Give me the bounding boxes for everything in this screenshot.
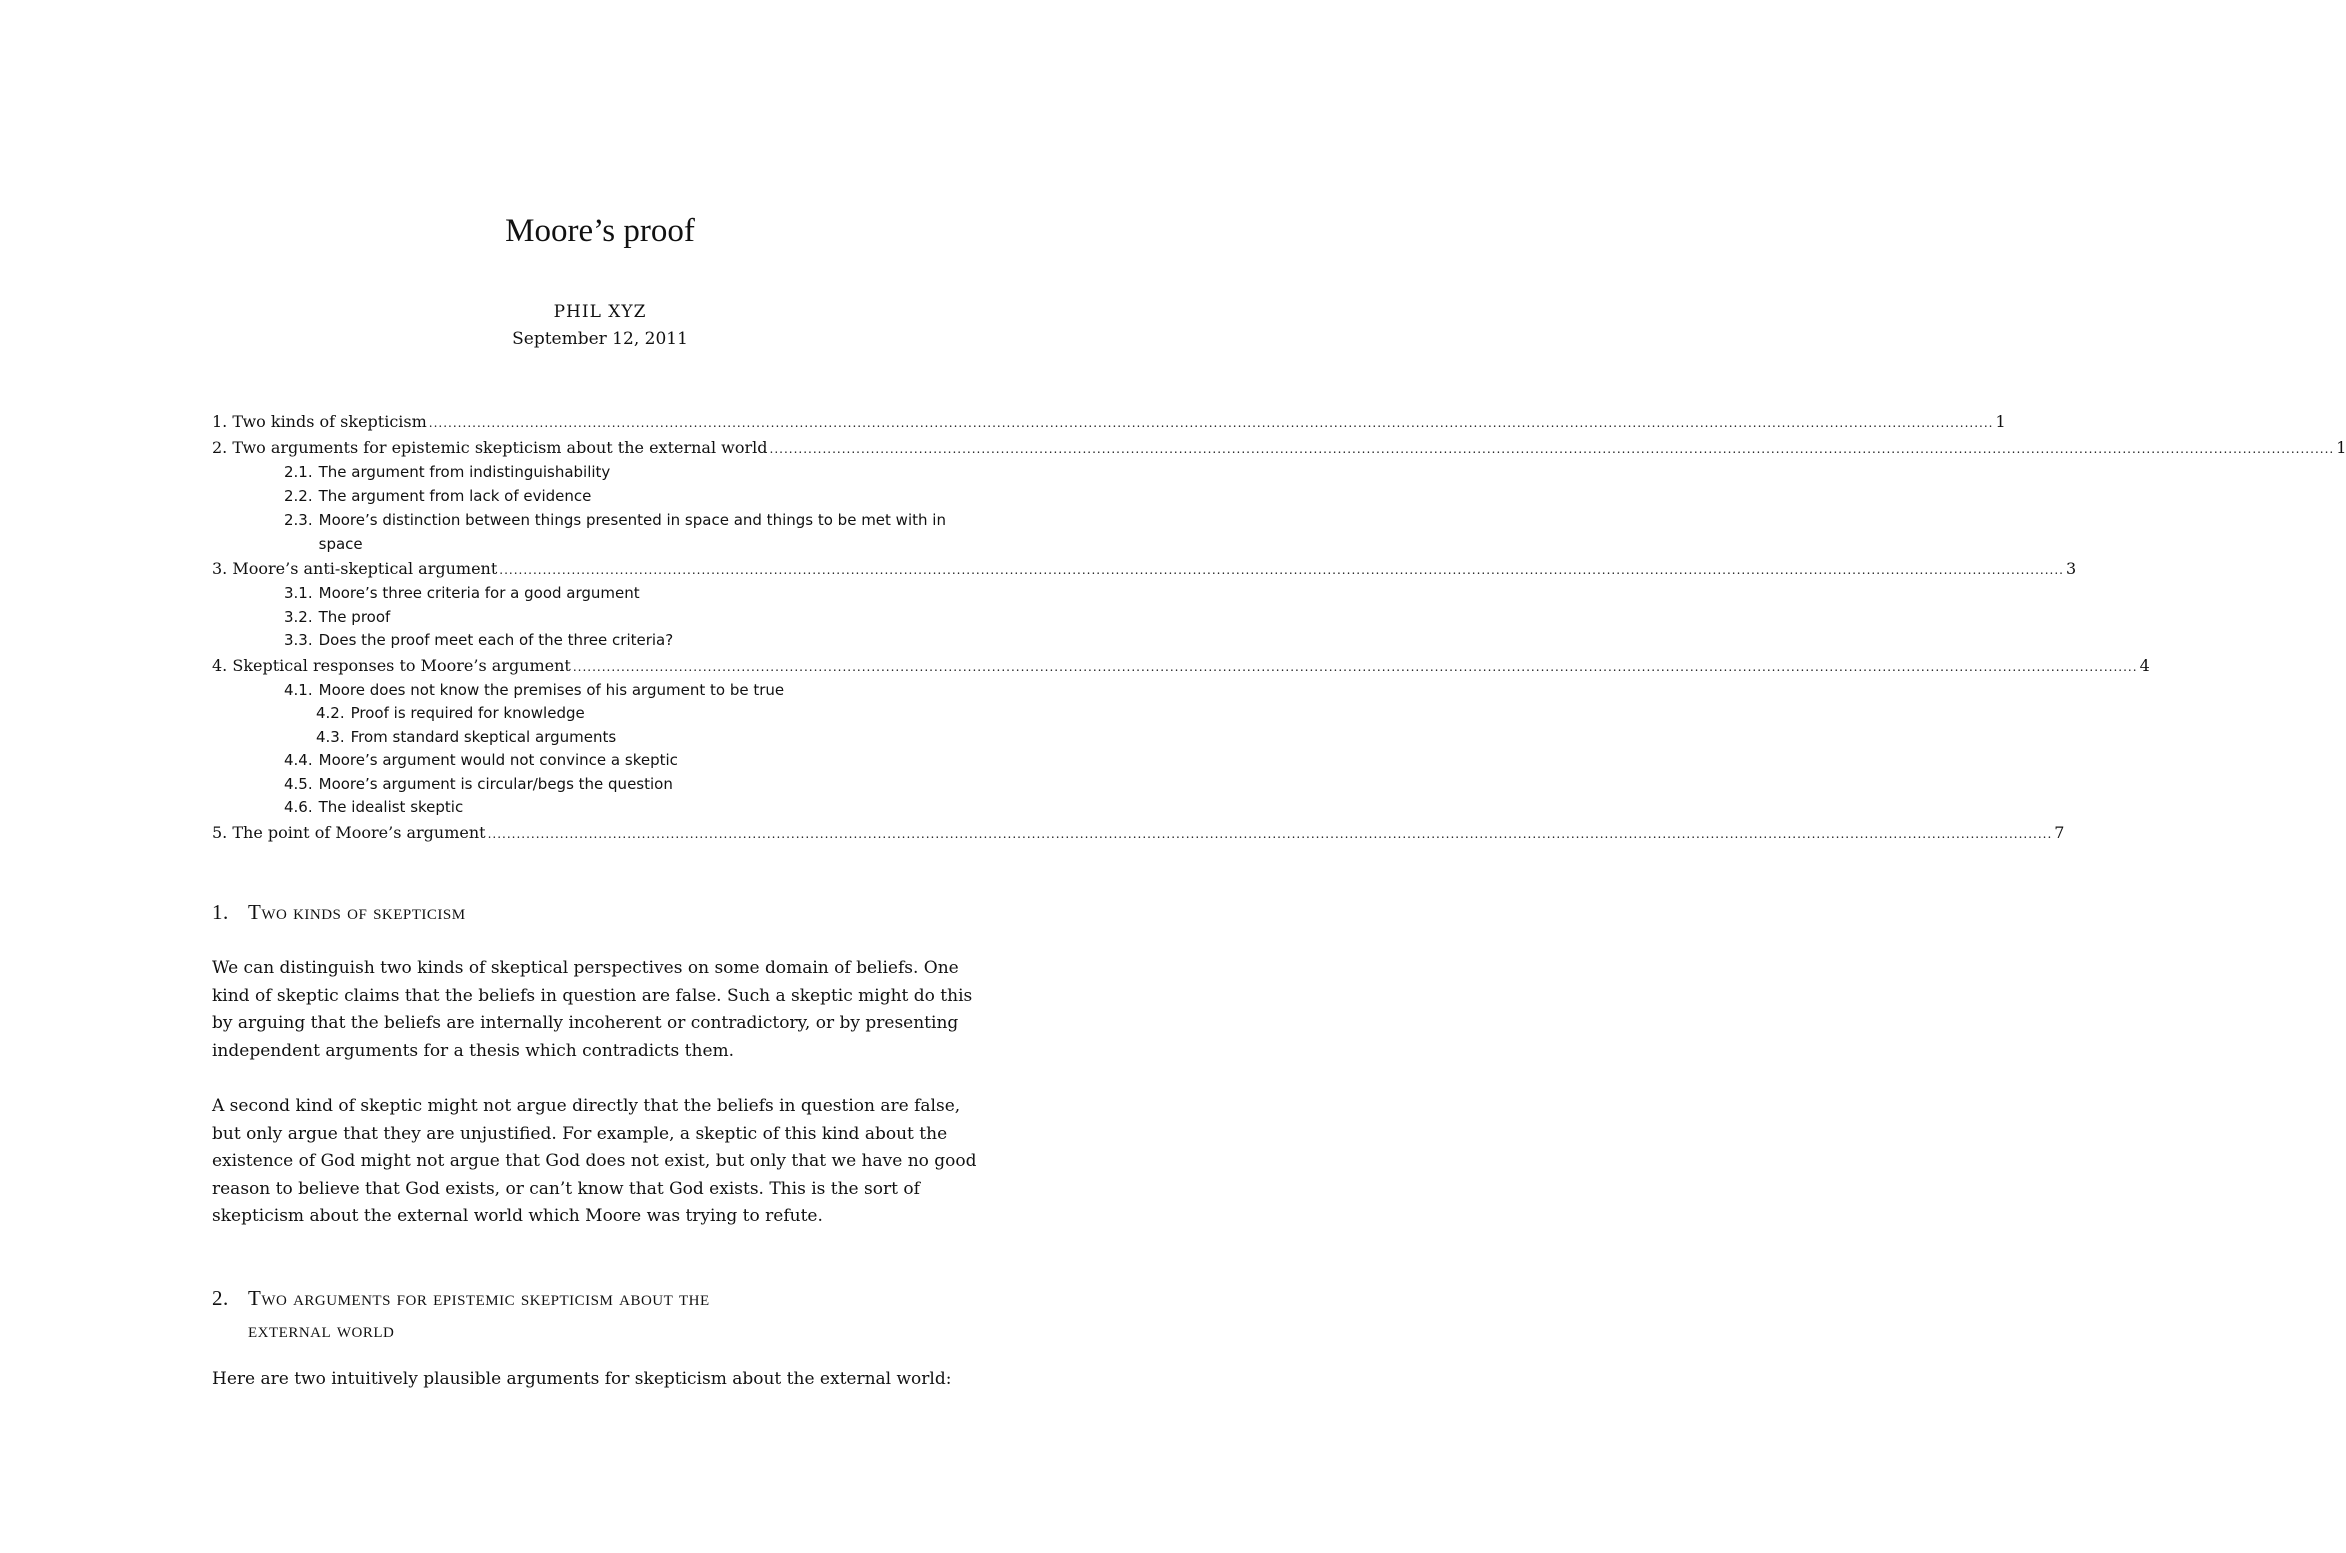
toc-subentry-2-3[interactable] [212, 508, 990, 556]
toc-sub-text: The proof [318, 607, 391, 626]
toc-sub-text: Moore’s distinction between things presented in space and things to be met with in space [318, 511, 946, 553]
table-of-contents [212, 409, 2346, 846]
toc-subentry-4-3[interactable] [212, 726, 990, 750]
section-1-paragraph-2: A second kind of skeptic might not argue directly that the beliefs in question are false, but only argue that they are unjustified. For example, a skeptic of this kind about the existence of God might not argue that God does not exist, but only that we have no good reason to believe that God exists, or can’t know that God exists. This is the sort of skepticism about the external world which Moore was trying to refute. [212, 1096, 977, 1227]
toc-entry-4[interactable] [212, 653, 2150, 679]
toc-label: 3. Moore’s anti-skeptical argument [212, 559, 498, 578]
author: PHIL XYZ [553, 302, 647, 322]
toc-subentry-2-1[interactable] [212, 461, 990, 485]
toc-page-number: 7 [2054, 822, 2065, 842]
toc-sub-text: The idealist skeptic [318, 798, 464, 816]
section-title: Two kinds of skepticism [248, 900, 466, 924]
toc-label: 5. The point of Moore’s argument [212, 822, 486, 842]
toc-sub-number: 4.2. [316, 704, 345, 722]
section-1-paragraph-1: We can distinguish two kinds of skeptical perspectives on some domain of beliefs. One kind of skeptic claims that the beliefs in question are false. Such a skeptic might do this by arguing that the beliefs are internally incoherent or contradictory, or by presenting independent arguments for a thesis which contradicts them. [212, 958, 973, 1061]
section-2-paragraph-1: Here are two intuitively plausible arguments for skepticism about the external world: [212, 1369, 952, 1389]
toc-entry-1[interactable] [212, 409, 2006, 435]
toc-sub-text: From standard skeptical arguments [350, 727, 617, 746]
toc-leader-dots: ..................................................................................................................................................................................................................................................................................................................................... [499, 563, 2064, 577]
document-title: Moore’s proof [505, 213, 695, 249]
toc-entry-5[interactable] [212, 820, 2065, 846]
toc-sub-text: The argument from lack of evidence [318, 486, 592, 505]
toc-entry-2[interactable] [212, 435, 2346, 461]
toc-leader-dots: ..................................................................................................................................................................................................................................................................................................................................... [487, 826, 2053, 841]
toc-sub-text: Moore’s three criteria for a good argument [318, 584, 640, 602]
toc-sub-number: 3.3. [284, 631, 313, 649]
toc-sub-text: The argument from indistinguishability [318, 463, 611, 481]
section-number: 2. [212, 1286, 229, 1310]
toc-sub-number: 4.1. [284, 680, 313, 699]
toc-page-number: 4 [2139, 655, 2150, 675]
toc-subentry-4-6[interactable] [212, 796, 990, 820]
toc-label: 4. Skeptical responses to Moore’s argument [212, 655, 571, 675]
toc-subentry-2-2[interactable] [212, 485, 990, 509]
toc-label: 1. Two kinds of skepticism [212, 412, 427, 431]
toc-label: 2. Two arguments for epistemic skepticism about the external world [212, 438, 768, 457]
toc-sub-text: Moore’s argument is circular/begs the question [318, 774, 673, 793]
toc-subentry-4-2[interactable] [212, 702, 990, 726]
toc-sub-number: 2.3. [284, 511, 313, 529]
toc-leader-dots: ..................................................................................................................................................................................................................................................................................................................................... [428, 416, 1994, 430]
section-2-heading [212, 1282, 990, 1346]
toc-subentry-3-1[interactable] [212, 582, 990, 606]
toc-sub-number: 4.4. [284, 751, 313, 769]
toc-leader-dots: ..................................................................................................................................................................................................................................................................................................................................... [769, 442, 2335, 456]
toc-page-number: 1 [2336, 438, 2346, 457]
toc-sub-text: Does the proof meet each of the three criteria? [318, 631, 674, 649]
toc-subentry-4-4[interactable] [212, 749, 990, 773]
toc-sub-text: Moore does not know the premises of his argument to be true [318, 680, 785, 699]
toc-subentry-3-2[interactable] [212, 606, 990, 630]
toc-sub-number: 3.2. [284, 607, 313, 626]
section-title-line-1: Two arguments for epistemic skepticism about the [248, 1286, 710, 1310]
date: September 12, 2011 [512, 329, 688, 349]
toc-sub-text: Proof is required for knowledge [350, 704, 585, 722]
toc-sub-number: 2.2. [284, 486, 313, 505]
section-1-heading [212, 896, 990, 928]
section-title-line-2: external world [248, 1318, 395, 1342]
toc-sub-text: Moore’s argument would not convince a skeptic [318, 751, 678, 769]
toc-page-number: 1 [1995, 412, 2006, 431]
toc-subentry-4-1[interactable] [212, 679, 990, 703]
toc-sub-number: 4.6. [284, 798, 313, 816]
toc-sub-number: 4.5. [284, 774, 313, 793]
toc-leader-dots: ..................................................................................................................................................................................................................................................................................................................................... [572, 659, 2138, 674]
toc-subentry-4-5[interactable] [212, 773, 990, 797]
toc-sub-number: 2.1. [284, 463, 313, 481]
toc-sub-number: 3.1. [284, 584, 313, 602]
toc-sub-number: 4.3. [316, 727, 345, 746]
toc-entry-3[interactable] [212, 556, 2077, 582]
toc-subentry-3-3[interactable] [212, 629, 990, 653]
toc-page-number: 3 [2065, 559, 2077, 578]
section-number: 1. [212, 900, 229, 924]
